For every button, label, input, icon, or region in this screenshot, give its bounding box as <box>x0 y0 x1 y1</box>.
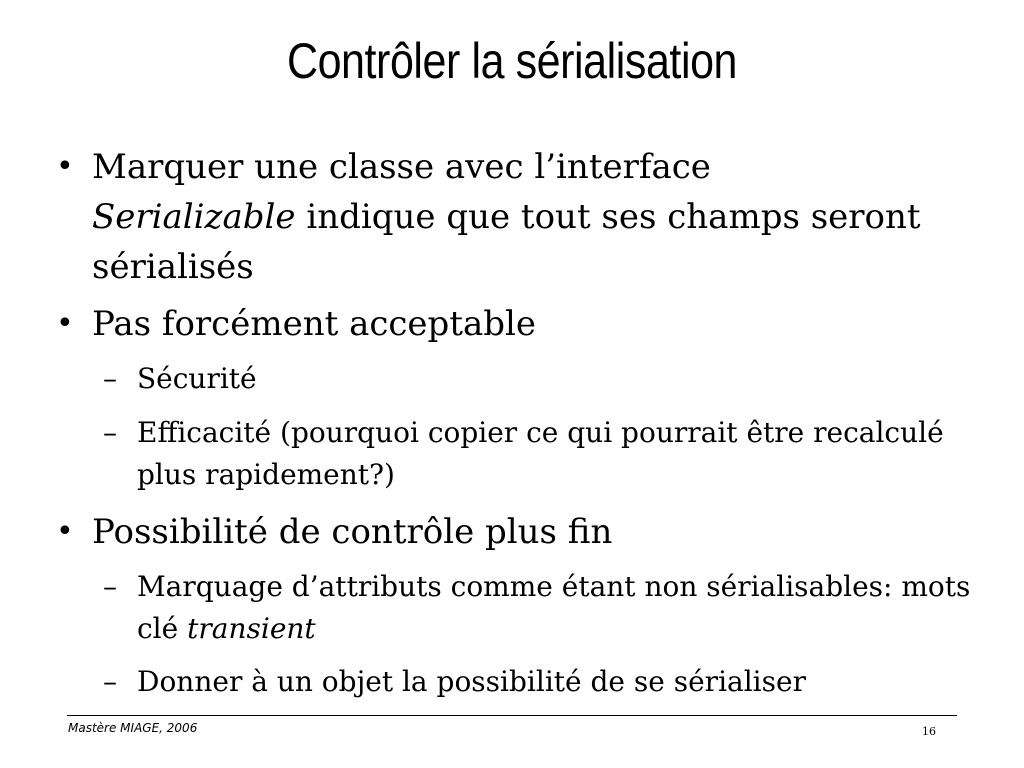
sub-item <box>103 358 977 400</box>
bullet-item <box>56 507 972 557</box>
bullet-item <box>56 142 972 292</box>
bullet-marker: • <box>56 149 74 184</box>
sub-item-text: Sécurité <box>137 362 257 395</box>
sub-item-text: Marquage d’attributs comme étant non sérialisables: mots clé <box>137 570 971 645</box>
sub-item-text: Efficacité (pourquoi copier ce qui pourrait être recalculé plus rapidement?) <box>137 416 944 491</box>
sub-item-emphasis: transient <box>187 612 316 645</box>
sub-item <box>103 661 977 703</box>
bullet-marker: • <box>56 514 74 549</box>
footer-course-label: Mastère MIAGE, 2006 <box>68 721 198 735</box>
sub-item <box>103 412 977 496</box>
bullet-marker: • <box>56 306 74 341</box>
sub-item-text: Donner à un objet la possibilité de se sérialiser <box>137 665 806 698</box>
dash-marker: – <box>103 362 117 395</box>
bullet-text: Pas forcément acceptable <box>92 304 537 344</box>
dash-marker: – <box>103 570 117 603</box>
bullet-item <box>56 299 972 349</box>
bullet-text: Possibilité de contrôle plus fin <box>92 512 613 552</box>
bullet-emphasis: Serializable <box>92 197 296 237</box>
bullet-text: Marquer une classe avec l’interface <box>92 147 711 187</box>
footer-divider <box>67 715 957 716</box>
sub-item <box>103 566 977 650</box>
bullet-text-continued: indique que tout ses champs seront sérialisés <box>92 197 921 287</box>
slide-title: Contrôler la sérialisation <box>286 33 738 89</box>
page-number: 16 <box>922 725 936 738</box>
dash-marker: – <box>103 416 117 449</box>
dash-marker: – <box>103 665 117 698</box>
